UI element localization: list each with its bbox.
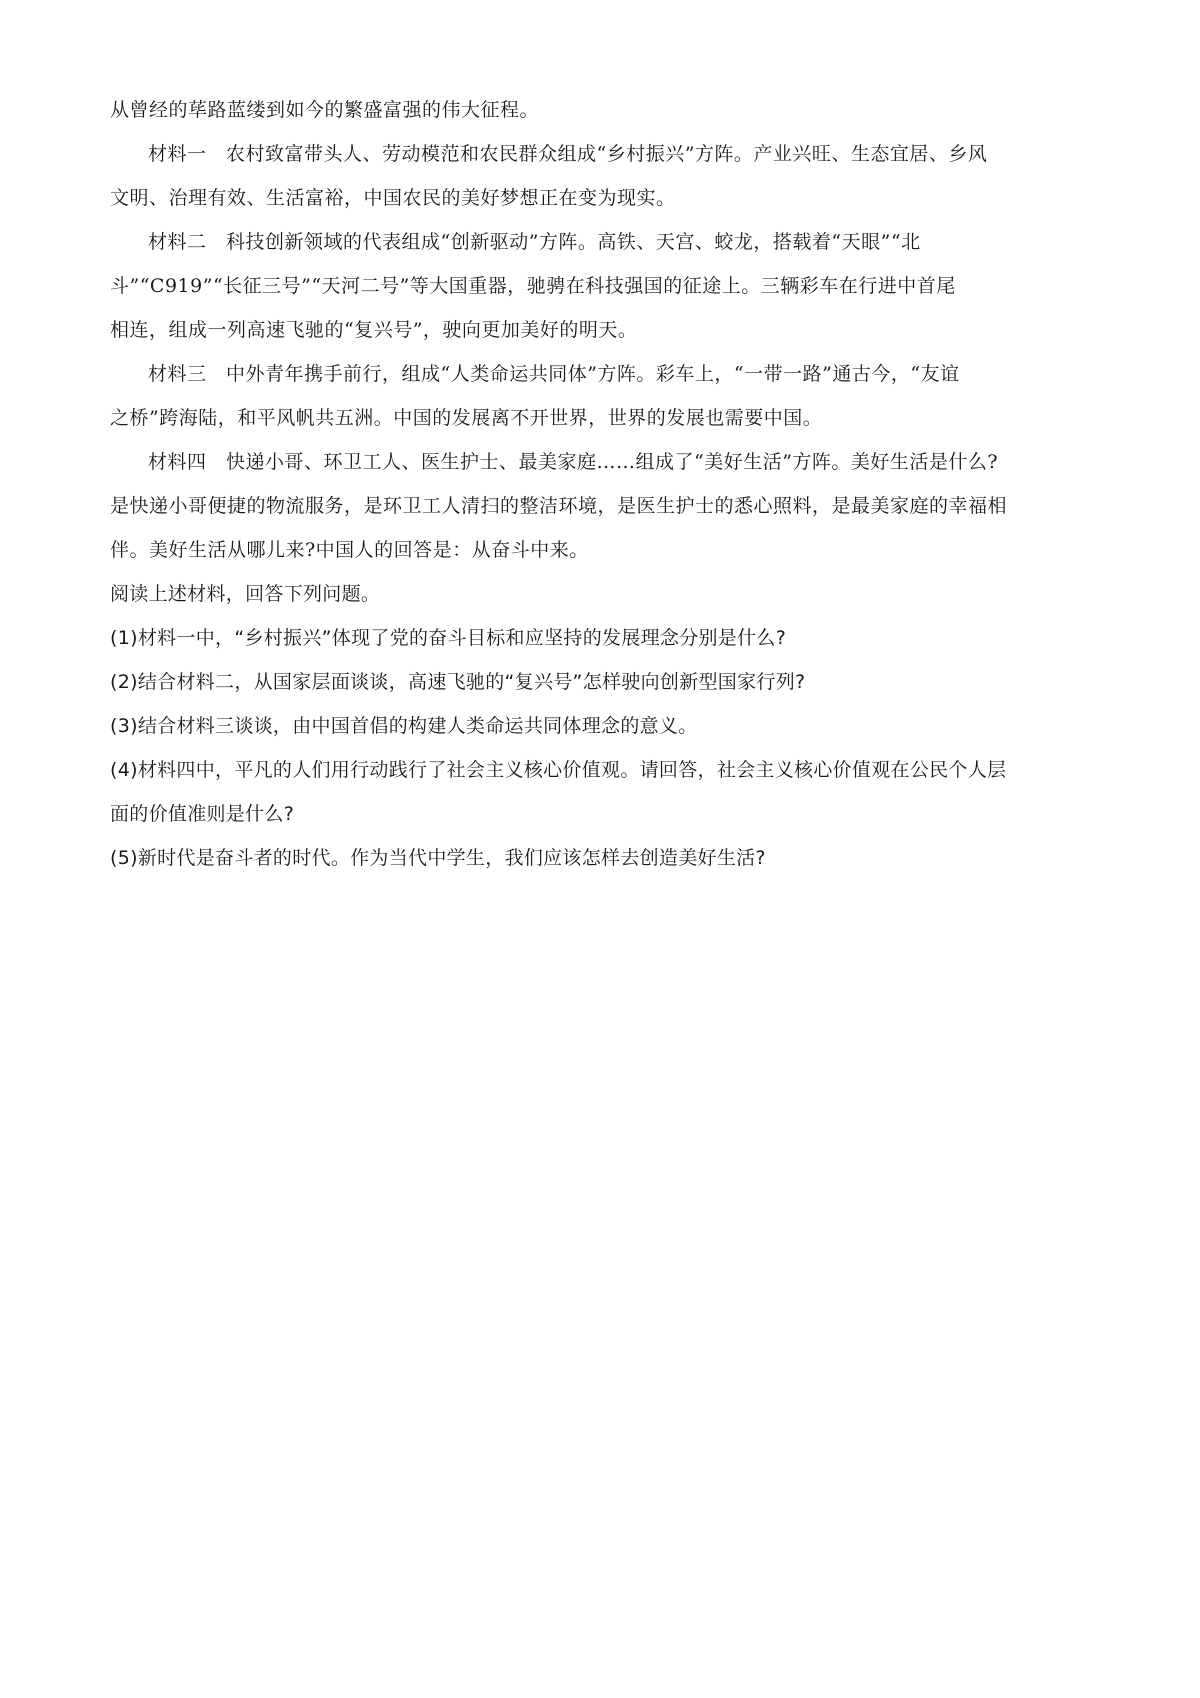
material-3-line-2: 之桥”跨海陆，和平风帆共五洲。中国的发展离不开世界，世界的发展也需要中国。 (110, 407, 823, 429)
material-4-line-2: 是快递小哥便捷的物流服务，是环卫工人清扫的整洁环境，是医生护士的悉心照料，是最美家庭的幸福相 (110, 495, 1008, 517)
material-1-line-2: 文明、治理有效、生活富裕，中国农民的美好梦想正在变为现实。 (110, 187, 676, 209)
intro-line: 从曾经的荜路蓝缕到如今的繁盛富强的伟大征程。 (110, 99, 540, 121)
material-4-line-3: 伴。美好生活从哪儿来?中国人的回答是：从奋斗中来。 (110, 539, 589, 561)
instruction-text: 阅读上述材料，回答下列问题。 (110, 583, 381, 605)
question-4-line-1: (4)材料四中，平凡的人们用行动践行了社会主义核心价值观。请回答，社会主义核心价值观在公民个人层 (110, 759, 1007, 781)
material-2-line-2: 斗”“C919”“长征三号”“天河二号”等大国重器，驰骋在科技强国的征途上。三辆彩车在行进中首尾 (110, 275, 956, 297)
material-4-line-1: 材料四 快递小哥、环卫工人、医生护士、最美家庭……组成了“美好生活”方阵。美好生活是什么? (148, 451, 999, 473)
material-3-line-1: 材料三 中外青年携手前行，组成“人类命运共同体”方阵。彩车上，“一带一路”通古今，“友谊 (148, 363, 960, 385)
question-3: (3)结合材料三谈谈，由中国首倡的构建人类命运共同体理念的意义。 (110, 715, 698, 737)
question-1: (1)材料一中，“乡村振兴”体现了党的奋斗目标和应坚持的发展理念分别是什么? (110, 627, 787, 649)
document-body (110, 88, 1100, 880)
material-2-line-3: 相连，组成一列高速飞驰的“复兴号”，驶向更加美好的明天。 (110, 319, 638, 341)
question-4-line-2: 面的价值准则是什么? (110, 803, 295, 825)
question-5: (5)新时代是奋斗者的时代。作为当代中学生，我们应该怎样去创造美好生活? (110, 847, 766, 869)
material-1-line-1: 材料一 农村致富带头人、劳动模范和农民群众组成“乡村振兴”方阵。产业兴旺、生态宜居、乡风 (148, 143, 988, 165)
material-2-line-1: 材料二 科技创新领域的代表组成“创新驱动”方阵。高铁、天宫、蛟龙，搭载着“天眼”“北 (148, 231, 921, 253)
question-2: (2)结合材料二，从国家层面谈谈，高速飞驰的“复兴号”怎样驶向创新型国家行列? (110, 671, 806, 693)
